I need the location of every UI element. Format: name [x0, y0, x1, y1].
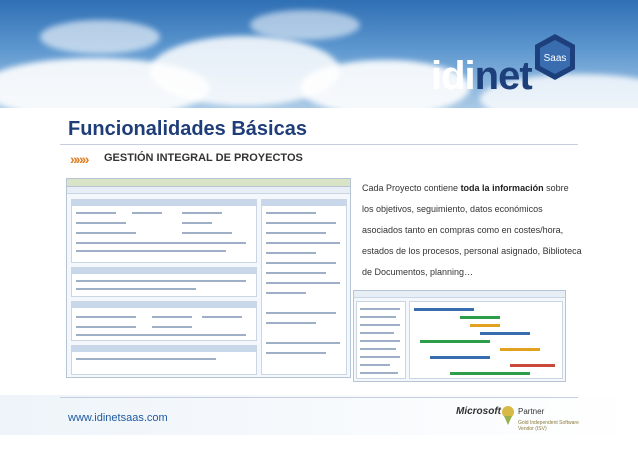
- gantt-timeline: [409, 301, 563, 379]
- section-subtitle: GESTIÓN INTEGRAL DE PROYECTOS: [104, 152, 303, 164]
- saas-hexagon-icon: [530, 32, 580, 82]
- objectives-section: [71, 267, 257, 297]
- svg-text:Saas: Saas: [543, 53, 567, 64]
- screenshot-tabs: [67, 187, 350, 194]
- page-title: Funcionalidades Básicas: [68, 118, 307, 140]
- title-divider: [60, 144, 578, 145]
- partner-label: Partner: [518, 407, 545, 416]
- general-data-section: [71, 199, 257, 263]
- partner-level: Gold Independent Software Vendor (ISV): [518, 420, 579, 432]
- footer-divider: [60, 397, 578, 398]
- cloud: [40, 20, 160, 54]
- website-link[interactable]: www.idinetsaas.com: [68, 412, 168, 424]
- idinet-logo: [425, 42, 595, 97]
- gantt-planning-screenshot: [353, 290, 566, 382]
- economic-section: [71, 301, 257, 341]
- description-text: Cada Proyecto contiene toda la información sobre los objetivos, seguimiento, datos económicos asociados tanto en compras como en costes/hora, estados de los procesos, personal asignado, Biblioteca de Documentos, planning…: [362, 183, 582, 277]
- microsoft-wordmark: Microsoft: [456, 406, 501, 417]
- chevron-arrows-icon: »»»: [70, 151, 88, 167]
- logo-wordmark: idinet: [431, 54, 532, 98]
- gantt-toolbar: [354, 291, 565, 298]
- cloud: [250, 10, 360, 40]
- gantt-task-list: [356, 301, 406, 379]
- process-control-section: [71, 345, 257, 375]
- screenshot-header: [67, 179, 350, 187]
- gold-partner-badge-icon: [500, 404, 516, 426]
- microsoft-partner-logo: [456, 404, 586, 434]
- project-form-screenshot: [66, 178, 351, 378]
- project-participants-section: [261, 199, 347, 375]
